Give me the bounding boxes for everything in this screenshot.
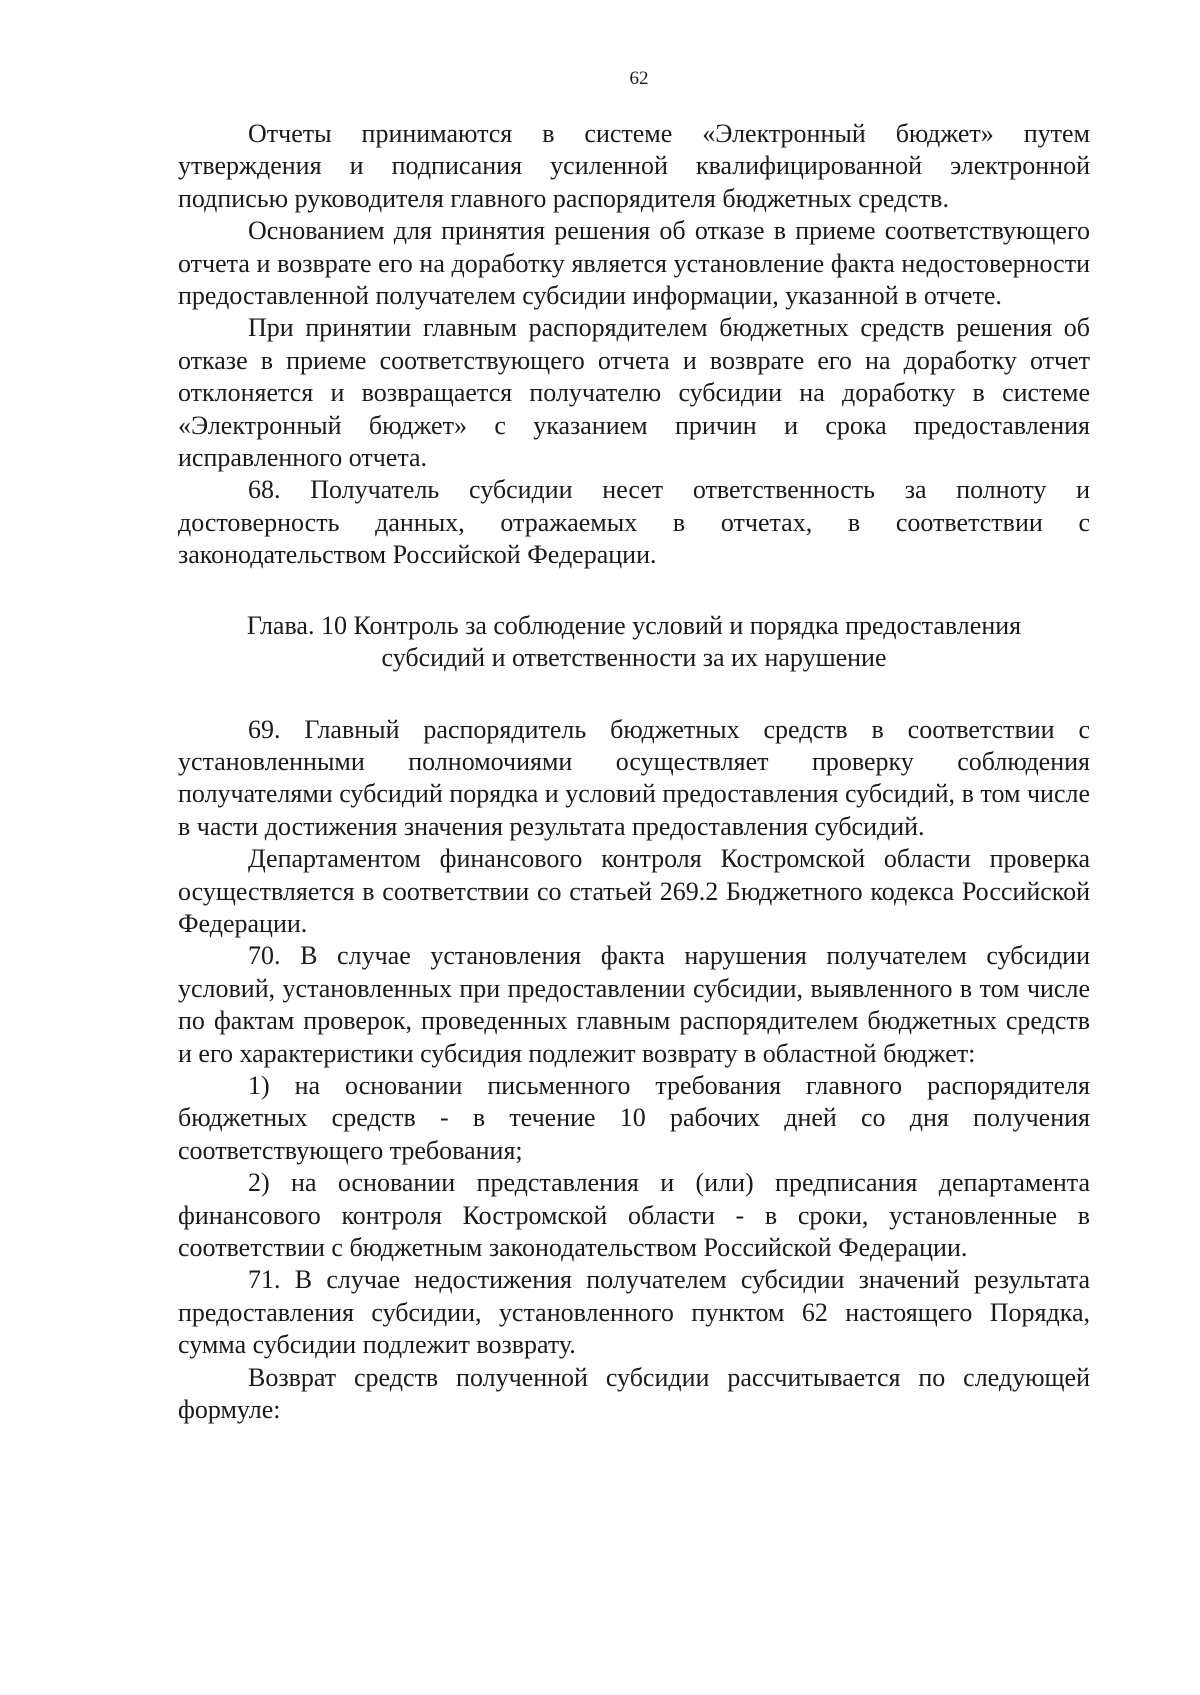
paragraph-refusal-grounds: Основанием для принятия решения об отказе в приеме соответствующего отчета и возврате его на доработку является установление факта недостоверности предоставленной получателем субсидии информации, указанной в отчете.: [178, 216, 1090, 311]
paragraph-return-formula: Возврат средств полученной субсидии рассчитывается по следующей формуле:: [178, 1362, 1090, 1425]
paragraph-69: 69. Главный распорядитель бюджетных средств в соответствии с установленными полномочиями осуществляет проверку соблюдения получателями субсидий порядка и условий предоставления субсидий, в том числе в части достижения значения результата предоставления субсидий.: [178, 714, 1090, 841]
chapter-heading-line-2: субсидий и ответственности за их нарушение: [381, 643, 887, 673]
paragraph-70-item-2: 2) на основании представления и (или) предписания департамента финансового контроля Костромской области - в сроки, установленные в соответствии с бюджетным законодательством Российской Федерации.: [178, 1168, 1090, 1262]
chapter-heading-line-1: Глава. 10 Контроль за соблюдение условий и порядка предоставления: [246, 610, 1022, 640]
paragraph-68: 68. Получатель субсидии несет ответственность за полноту и достоверность данных, отражаемых в отчетах, в соответствии с законодательством Российской Федерации.: [178, 475, 1090, 570]
paragraph-reports-accepted: Отчеты принимаются в системе «Электронный бюджет» путем утверждения и подписания усиленной квалифицированной электронной подписью руководителя главного распорядителя бюджетных средств.: [178, 119, 1090, 213]
paragraph-70: 70. В случае установления факта нарушения получателем субсидии условий, установленных при предоставлении субсидии, выявленного в том числе по фактам проверок, проведенных главным распорядителем бюджетных средств и его характеристики субсидия подлежит возврату в областной бюджет:: [178, 941, 1090, 1068]
paragraph-financial-control: Департаментом финансового контроля Костромской области проверка осуществляется в соответствии со статьей 269.2 Бюджетного кодекса Российской Федерации.: [178, 844, 1090, 938]
paragraph-71: 71. В случае недостижения получателем субсидии значений результата предоставления субсидии, установленного пунктом 62 настоящего Порядка, сумма субсидии подлежит возврату.: [178, 1265, 1090, 1360]
page-number: 62: [629, 68, 649, 89]
paragraph-refusal-decision: При принятии главным распорядителем бюджетных средств решения об отказе в приеме соответствующего отчета и возврате его на доработку отчет отклоняется и возвращается получателю субсидии на доработку в системе «Электронный бюджет» с указанием причин и срока предоставления исправленного отчета.: [178, 313, 1090, 473]
paragraph-70-item-1: 1) на основании письменного требования главного распорядителя бюджетных средств - в течение 10 рабочих дней со дня получения соответствующего требования;: [178, 1070, 1090, 1165]
chapter-heading: [178, 610, 1090, 675]
document-page: [178, 68, 1090, 1426]
